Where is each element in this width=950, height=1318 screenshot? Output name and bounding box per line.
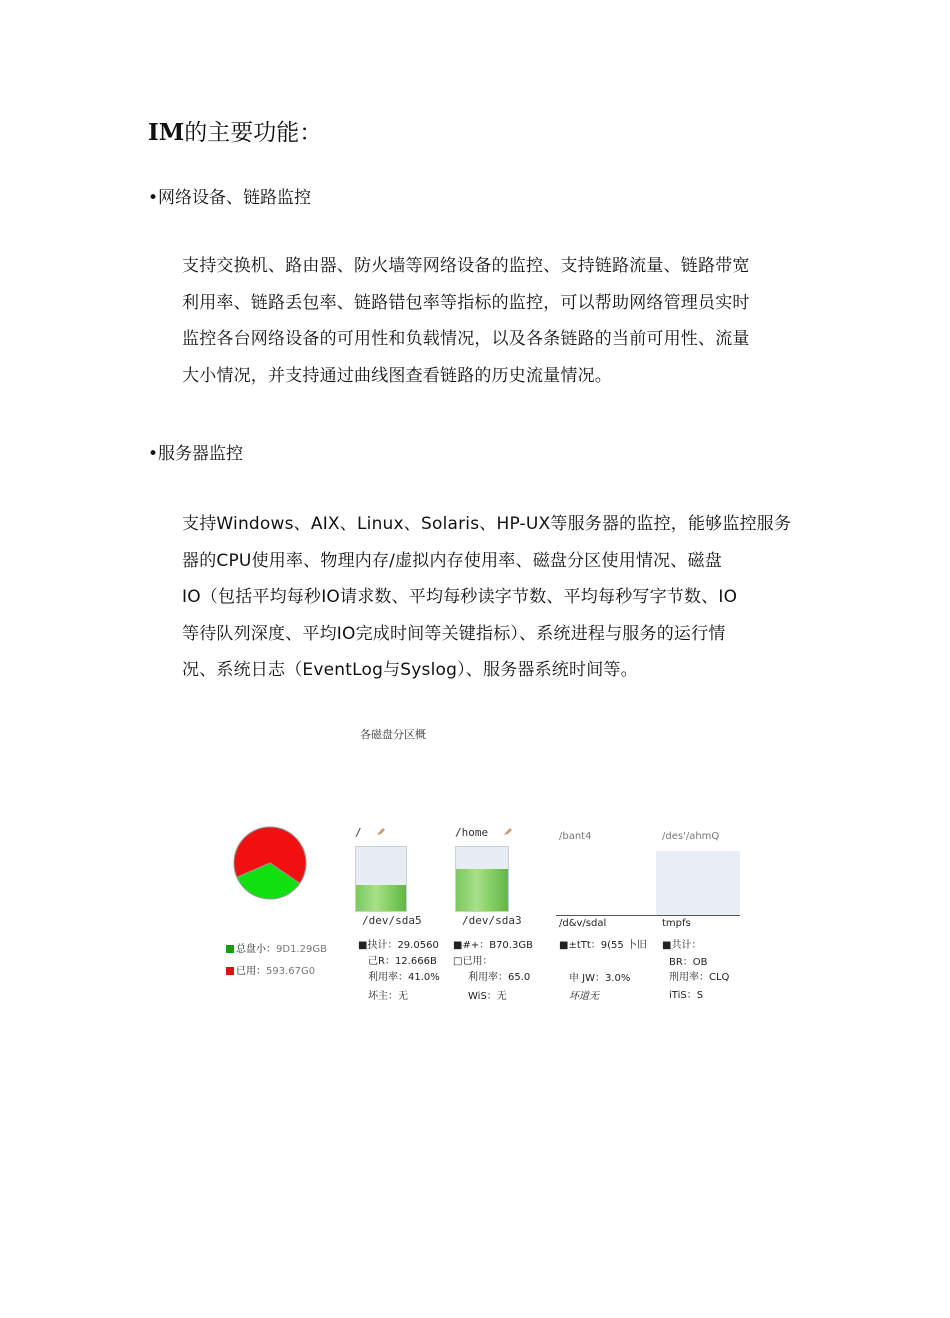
- title-bold: IM: [148, 119, 185, 146]
- page-title: [148, 114, 322, 147]
- paragraph-line: 支持交换机、路由器、防火墙等网络设备的监控、支持链路流量、链路带宽: [182, 256, 750, 276]
- partition-baseline: [556, 915, 656, 916]
- paragraph-line: 利用率、链路丢包率、链路错包率等指标的监控，可以帮助网络管理员实时: [182, 292, 750, 313]
- partition-info: 坏道无: [569, 991, 599, 1002]
- section-body-network: [182, 248, 812, 394]
- paragraph-line: 器的CPU使用率、物理内存/虚拟内存使用率、磁盘分区使用情况、磁盘: [182, 550, 722, 571]
- partition-device: /d&v/sdal: [559, 918, 607, 929]
- partition-mount: /bant4: [559, 831, 592, 842]
- partition-info: ■±tTt：9(55 卜旧: [559, 940, 647, 951]
- section-body-server: [182, 506, 812, 689]
- partition-info: 利用率：41.0%: [368, 972, 440, 983]
- pie-legend-total: 总盘小：9D1.29GB: [226, 940, 327, 955]
- partition-info: 申 JW：3.0%: [569, 973, 631, 984]
- figure-title: 各磁盘分区概: [360, 728, 426, 741]
- partition-info: ■抉计：29.0560: [358, 940, 439, 951]
- paragraph-line: 大小情况，并支持通过曲线图查看链路的历史流量情况。: [182, 365, 612, 386]
- partition-usage-fill: [356, 885, 406, 911]
- partition-info: WiS：无: [468, 991, 507, 1002]
- partition-info: ■共计：: [662, 940, 702, 951]
- partition-usage-bar: [656, 851, 740, 915]
- paragraph-line: IO（包括平均每秒IO请求数、平均每秒读字节数、平均每秒写字节数、IO: [182, 587, 738, 607]
- edit-icon: [376, 826, 386, 836]
- partition-info: □已用：: [453, 956, 493, 967]
- disk-usage-pie: [230, 823, 310, 903]
- partition-info: 刑用率：CLQ: [669, 972, 730, 983]
- partition-device: /dev/sda5: [362, 914, 422, 927]
- legend-swatch-used: [226, 967, 234, 975]
- partition-info: 己R：12.666B: [368, 956, 437, 967]
- partition-mount: /des'/ahmQ: [662, 831, 720, 842]
- partition-info: BR：OB: [669, 957, 708, 968]
- paragraph-line: 等待队列深度、平均IO完成时间等关键指标）、系统进程与服务的运行情: [182, 623, 726, 644]
- partition-info: 利用率：65.0: [468, 972, 531, 983]
- edit-icon: [503, 826, 513, 836]
- partition-usage-bar: [455, 846, 509, 912]
- section-heading-network: •网络设备、链路监控: [148, 188, 312, 208]
- legend-swatch-total: [226, 945, 234, 953]
- partition-baseline: [656, 915, 740, 916]
- partition-info: 坏主：无: [368, 991, 408, 1002]
- partition-usage-bar: [355, 846, 407, 912]
- section-heading-server: •服务器监控: [148, 444, 244, 464]
- paragraph-line: 监控各台网络设备的可用性和负载情况，以及各条链路的当前可用性、流量: [182, 329, 750, 349]
- partition-usage-fill: [456, 869, 508, 911]
- paragraph-line: 况、系统日志（EventLog与Syslog）、服务器系统时间等。: [182, 660, 638, 680]
- title-rest: 的主要功能：: [184, 120, 323, 146]
- pie-legend-used: 已用：593.67G0: [226, 962, 315, 977]
- partition-mount: /: [355, 826, 386, 839]
- paragraph-line: 支持Windows、AIX、Linux、Solaris、HP-UX等服务器的监控，能够监控服务: [182, 514, 792, 534]
- partition-info: ■#+：B70.3GB: [453, 940, 533, 951]
- partition-device: /dev/sda3: [462, 914, 522, 927]
- partition-device: tmpfs: [662, 918, 691, 929]
- partition-info: iTiS：S: [669, 990, 704, 1001]
- partition-mount: /home: [455, 826, 513, 839]
